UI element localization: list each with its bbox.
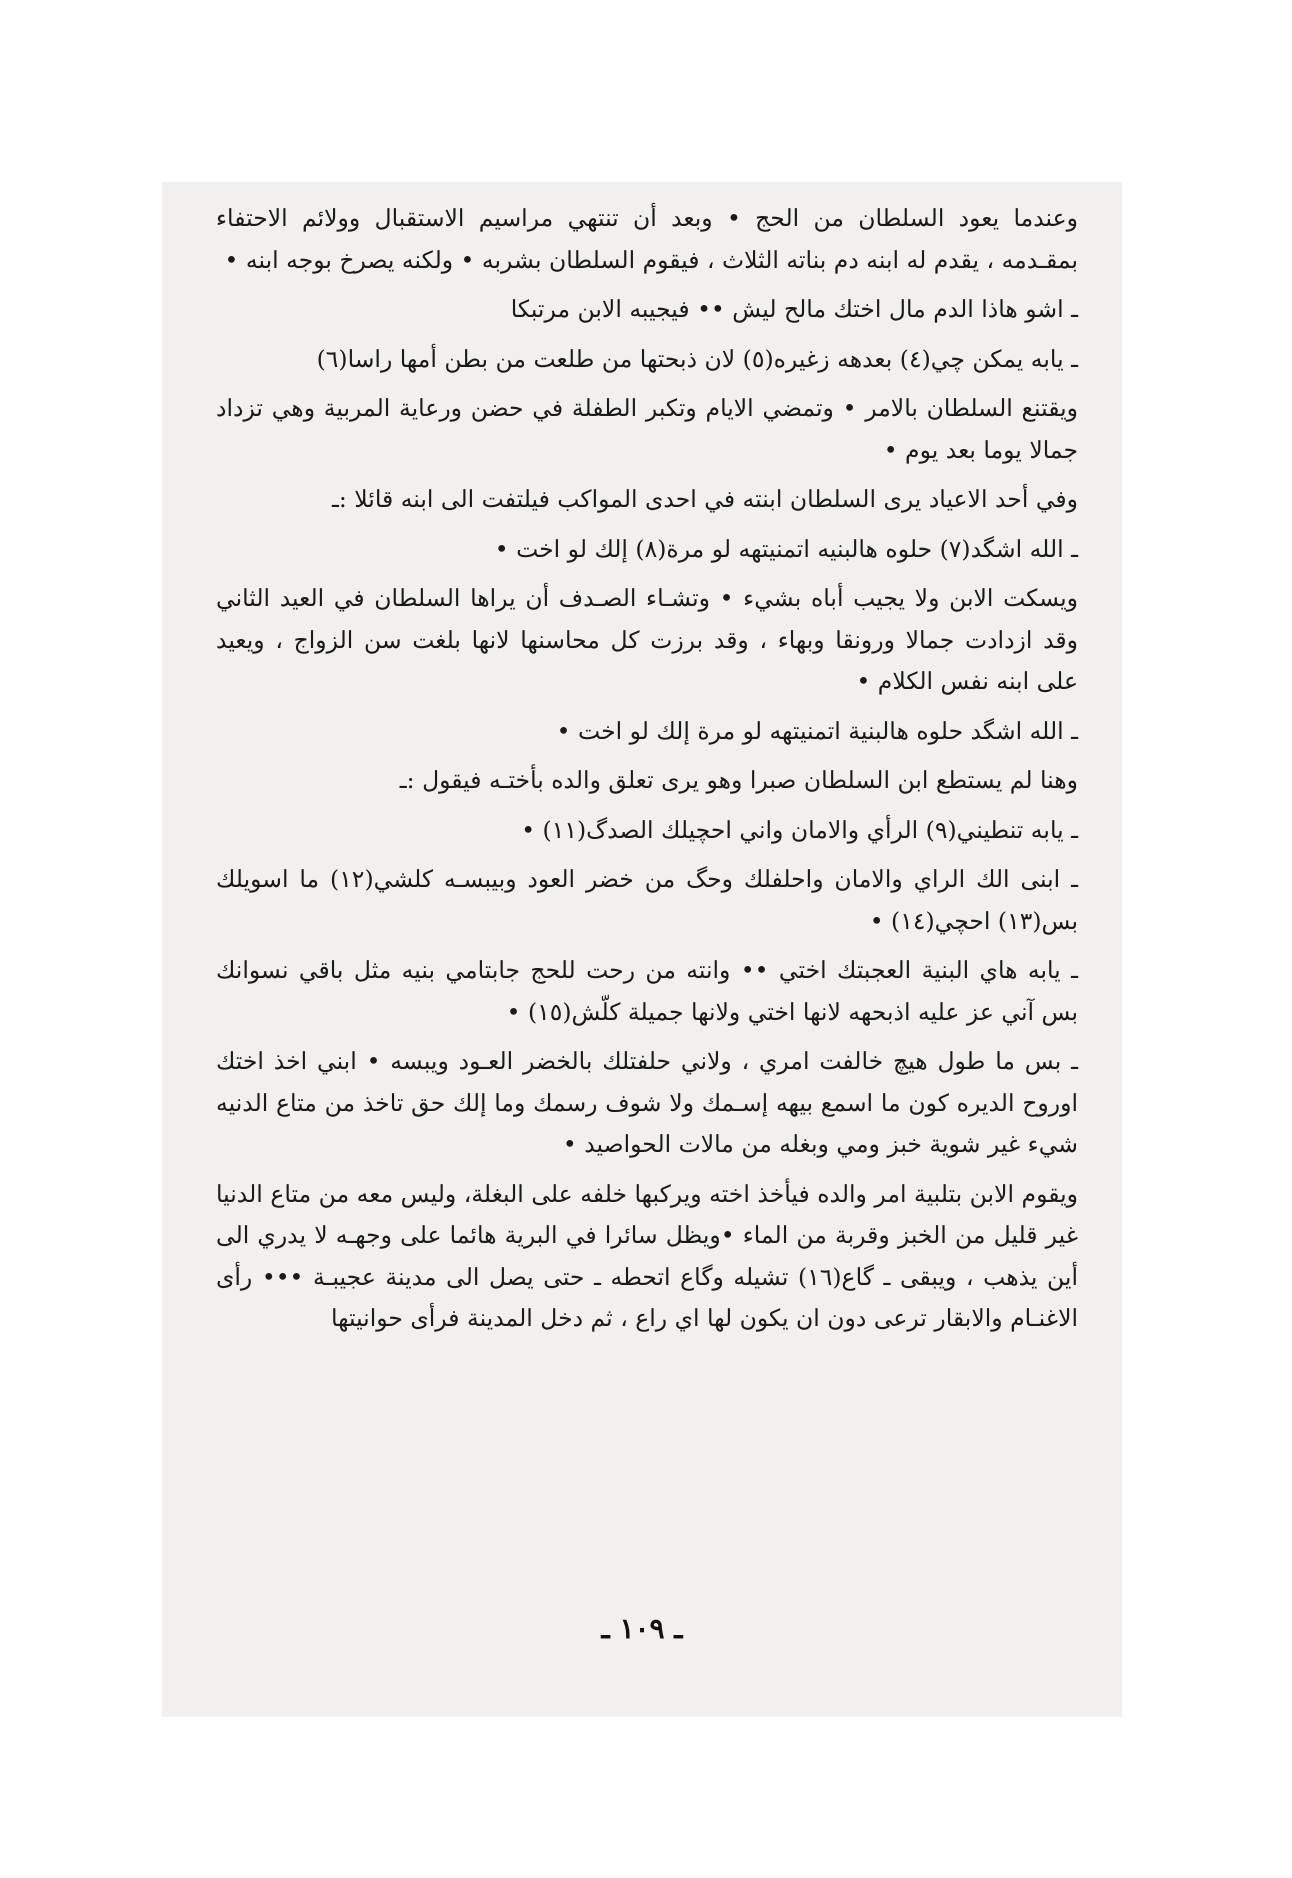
paragraph-2: ـ اشو هاذا الدم مال اختك مالح ليش •• فيجيبه الابن مرتبكا bbox=[510, 295, 1078, 323]
paragraph-1: وعندما يعود السلطان من الحج • وبعد أن تنتهي مراسيم الاستقبال وولائم الاحتفاء بمقـدمه ، يقدم له ابنه دم بناته الثلاث ، فيقوم السلطان بشربه • ولكنه يصرخ بوجه ابنه • bbox=[216, 204, 1078, 274]
paragraph-3: ـ يابه يمكن چي(٤) بعدهه زغيره(٥) لان ذبحتها من طلعت من بطن أمها راسا(٦) bbox=[316, 344, 1078, 373]
body-text bbox=[216, 198, 1078, 1348]
scanned-page bbox=[162, 182, 1122, 1717]
paragraph-7: ويسكت الابن ولا يجيب أباه بشيء • وتشـاء الصـدف أن يراها السلطان في العيد الثاني وقد ازدادت جمالا ورونقا وبهاء ، وقد برزت كل محاسنها لانها بلغت سن الزواج ، ويعيد على ابنه نفس الكلام • bbox=[216, 584, 1078, 695]
page-number: ـ ١٠٩ ـ bbox=[601, 1612, 683, 1645]
paragraph-13: ـ بس ما طول هيچ خالفت امري ، ولاني حلفتلك بالخضر العـود ويبسه • ابني اخذ اختك اوروح الديره كون ما اسمع بيهه إسـمك ولا شوف رسمك وما إلك حق تاخذ من متاع الدنيه شيء غير شوية خبز ومي وبغله من مالات الحواصيد • bbox=[216, 1047, 1078, 1158]
paragraph-8: ـ الله اشگد حلوه هالبنية اتمنيتهه لو مرة إلك لو اخت • bbox=[556, 716, 1078, 745]
paragraph-5: وفي أحد الاعياد يرى السلطان ابنته في احدى المواكب فيلتفت الى ابنه قائلا :ـ bbox=[332, 485, 1078, 513]
paragraph-6: ـ الله اشگد(٧) حلوه هالبنيه اتمنيتهه لو مرة(٨) إلك لو اخت • bbox=[494, 534, 1078, 563]
paragraph-11: ـ ابنى الك الراي والامان واحلفلك وحگ من خضر العود وبيبسـه كلشي(١٢) ما اسويلك بس(١٣) احچي(١٤) • bbox=[216, 865, 1078, 935]
paragraph-10: ـ يابه تنطيني(٩) الرأي والامان واني احچيلك الصدگ(١١) • bbox=[521, 815, 1078, 844]
paragraph-4: ويقتنع السلطان بالامر • وتمضي الايام وتكبر الطفلة في حضن ورعاية المربية وهي تزداد جمالا يوما بعد يوم • bbox=[216, 394, 1078, 464]
paragraph-12: ـ يابه هاي البنية العجبتك اختي •• وانته من رحت للحج جابتامي بنيه مثل باقي نسوانك بس آني عز عليه اذبحهه لانها اختي ولانها جميلة كلّش(١٥) • bbox=[216, 956, 1078, 1026]
paragraph-9: وهنا لم يستطع ابن السلطان صبرا وهو يرى تعلق والده بأختـه فيقول :ـ bbox=[399, 766, 1078, 794]
paragraph-14: ويقوم الابن بتلبية امر والده فيأخذ اخته ويركبها خلفه على البغلة، وليس معه من متاع الدنيا غير قليل من الخبز وقربة من الماء •ويظل سائرا في البرية هائما على وجهـه لا يدري الى أين يذهب ، ويبقى ـ گاع(١٦) تشيله وگاع اتحطه ـ حتى يصل الى مدينة عجيبـة ••• رأى الاغنـام والابقار ترعى دون ان يكون لها اي راع ، ثم دخل المدينة فرأى حوانيتها bbox=[216, 1179, 1078, 1332]
